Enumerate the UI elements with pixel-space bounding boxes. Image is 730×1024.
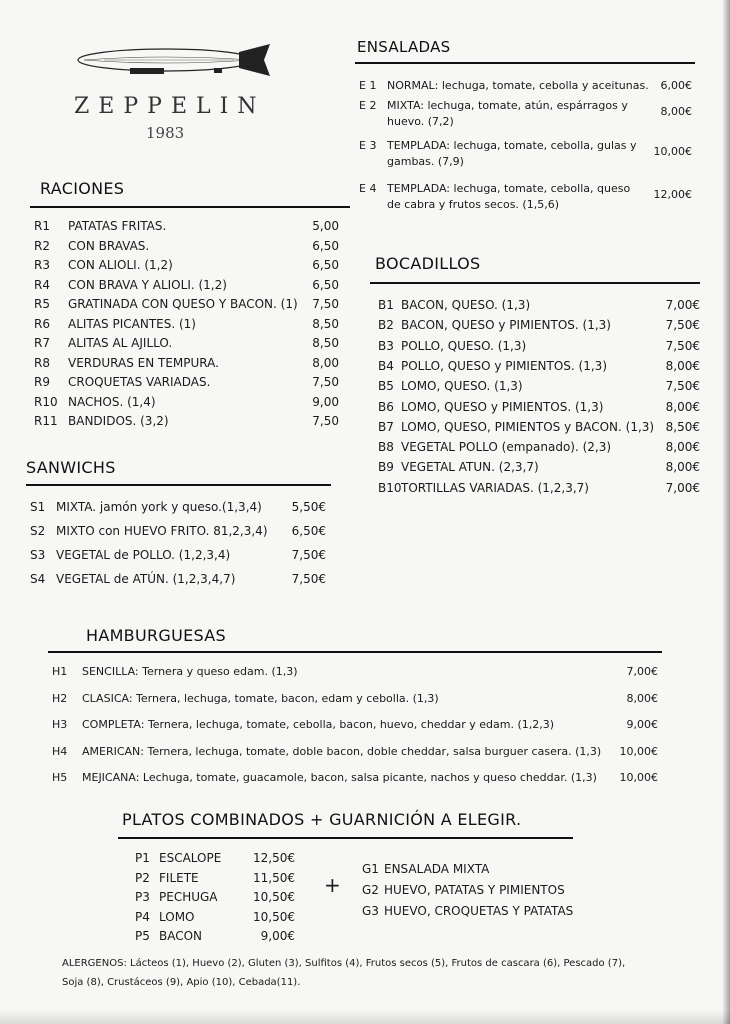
item-code: B8 (378, 440, 394, 455)
guarnicion-row (362, 904, 592, 920)
hamburguesa-row (52, 665, 658, 681)
racion-row (34, 375, 339, 391)
item-name: POLLO, QUESO. (1,3) (401, 338, 527, 353)
item-price: 8,00€ (660, 105, 692, 118)
item-name: NACHOS. (1,4) (68, 394, 156, 409)
item-name: CROQUETAS VARIADAS. (68, 375, 211, 389)
item-price: 7,00€ (665, 480, 700, 495)
ensalada-row (359, 182, 692, 216)
item-name: VERDURAS EN TEMPURA. (68, 355, 219, 370)
item-name: POLLO, QUESO y PIMIENTOS. (1,3) (401, 358, 607, 373)
item-name: GRATINADA CON QUESO Y BACON. (1) (68, 297, 298, 311)
hamburguesas-title: HAMBURGUESAS (86, 626, 226, 645)
item-price: 5,50€ (291, 500, 326, 514)
item-description-line1: TEMPLADA: lechuga, tomate, cebolla, gulas y (387, 139, 637, 152)
item-price: 7,50 (312, 414, 339, 428)
item-price: 7,50 (312, 375, 339, 389)
item-name: CLASICA: Ternera, lechuga, tomate, bacon, edam y cebolla. (1,3) (82, 691, 439, 705)
item-price: 7,50€ (291, 572, 326, 586)
item-code: B10 (378, 480, 402, 495)
racion-row (34, 297, 339, 313)
raciones-title: RACIONES (40, 179, 125, 198)
sanwichs-title: SANWICHS (26, 458, 116, 477)
item-code: B2 (378, 318, 394, 333)
item-name: HUEVO, PATATAS Y PIMIENTOS (384, 883, 565, 897)
item-name: BANDIDOS. (3,2) (68, 414, 169, 428)
item-code: R10 (34, 394, 58, 409)
item-price: 6,00€ (660, 79, 692, 92)
item-price: 7,50€ (665, 338, 700, 353)
item-name: VEGETAL POLLO (empanado). (2,3) (401, 440, 612, 455)
plato-row (135, 871, 295, 887)
item-code: R11 (34, 414, 58, 428)
item-price: 8,50€ (665, 419, 700, 434)
item-price: 12,00€ (653, 188, 692, 201)
item-name: ALITAS AL AJILLO. (68, 336, 173, 350)
item-code: R2 (34, 238, 50, 253)
item-code: B5 (378, 379, 394, 394)
item-code: H5 (52, 771, 68, 784)
item-price: 8,00€ (665, 460, 700, 475)
item-code: G3 (362, 904, 379, 918)
item-code: S1 (30, 500, 46, 514)
racion-row (34, 414, 339, 430)
plato-row (135, 929, 295, 945)
racion-row (34, 317, 339, 333)
item-name: SENCILLA: Ternera y queso edam. (1,3) (82, 665, 298, 678)
item-description-line1: MIXTA: lechuga, tomate, atún, espárragos y (387, 99, 628, 112)
item-price: 8,00€ (665, 358, 700, 373)
item-price: 7,50€ (665, 379, 700, 394)
bocadillo-row (378, 460, 700, 476)
item-description-line1: TEMPLADA: lechuga, tomate, cebolla, queso (387, 182, 631, 195)
item-name: AMERICAN: Ternera, lechuga, tomate, doble bacon, doble cheddar, salsa burguer casera. (1,3) (82, 744, 602, 758)
platos-rule (118, 837, 573, 839)
item-name: LOMO, QUESO. (1,3) (401, 379, 523, 394)
zeppelin-airship-icon (74, 38, 274, 83)
hamburguesa-row (52, 771, 658, 787)
item-name: BACON, QUESO y PIMIENTOS. (1,3) (401, 318, 611, 333)
hamburguesa-row (52, 692, 658, 708)
item-name: ALITAS PICANTES. (1) (68, 316, 196, 331)
item-code: E 3 (359, 139, 377, 152)
item-name: MEJICANA: Lechuga, tomate, guacamole, bacon, salsa picante, nachos y queso cheddar. (1,3) (82, 771, 597, 784)
item-code: S4 (30, 572, 46, 586)
item-name: VEGETAL de ATÚN. (1,2,3,4,7) (56, 572, 236, 586)
item-code: H2 (52, 691, 68, 705)
item-price: 7,50€ (665, 318, 700, 333)
item-code: B4 (378, 358, 394, 373)
racion-row (34, 336, 339, 352)
item-code: P4 (135, 909, 150, 924)
racion-row (34, 258, 339, 274)
item-price: 7,00€ (665, 298, 700, 312)
item-price: 10,00€ (619, 771, 658, 784)
item-code: R1 (34, 219, 50, 233)
hamburguesas-rule (48, 651, 662, 653)
bocadillo-row (378, 420, 700, 436)
item-price: 6,50 (312, 238, 339, 253)
item-price: 9,00€ (260, 929, 295, 943)
item-name: BACON, QUESO. (1,3) (401, 298, 531, 312)
item-code: P3 (135, 890, 150, 904)
plato-row (135, 851, 295, 867)
item-name: BACON (159, 929, 203, 943)
item-price: 9,00€ (626, 718, 658, 731)
item-price: 10,50€ (253, 909, 295, 924)
item-name: HUEVO, CROQUETAS Y PATATAS (384, 904, 574, 918)
racion-row (34, 395, 339, 411)
page-bottom-shadow (0, 1010, 730, 1024)
plus-sign: + (324, 873, 341, 897)
guarnicion-row (362, 862, 592, 878)
item-code: P1 (135, 851, 150, 865)
sanwich-row (30, 524, 326, 540)
item-price: 8,00€ (626, 691, 658, 705)
item-code: S2 (30, 524, 46, 538)
bocadillo-row (378, 318, 700, 334)
item-code: P2 (135, 870, 150, 885)
item-name: FILETE (159, 870, 199, 885)
item-code: P5 (135, 929, 150, 943)
zeppelin-logo (74, 38, 274, 148)
item-description-line2: huevo. (7,2) (387, 115, 454, 128)
logo-year: 1983 (146, 124, 185, 142)
item-name: LOMO, QUESO y PIMIENTOS. (1,3) (401, 399, 604, 414)
platos-title: PLATOS COMBINADOS + GUARNICIÓN A ELEGIR. (122, 810, 522, 829)
item-price: 11,50€ (253, 870, 295, 885)
alergenos-line1: ALERGENOS: Lácteos (1), Huevo (2), Gluten (3), Sulfitos (4), Frutos secos (5), Frutos de cascara (6), Pescado (7), (62, 958, 626, 969)
item-code: B1 (378, 298, 394, 312)
item-code: R5 (34, 297, 50, 311)
item-code: E 2 (359, 99, 377, 112)
item-name: ENSALADA MIXTA (384, 862, 490, 876)
item-name: PATATAS FRITAS. (68, 219, 167, 233)
bocadillo-row (378, 379, 700, 395)
item-name: CON BRAVA Y ALIOLI. (1,2) (68, 277, 227, 292)
item-code: B7 (378, 419, 394, 434)
item-description-line1: NORMAL: lechuga, tomate, cebolla y aceitunas. (387, 79, 649, 92)
item-price: 7,00€ (626, 665, 658, 678)
item-name: CON ALIOLI. (1,2) (68, 258, 173, 272)
item-price: 10,00€ (653, 145, 692, 158)
item-code: R3 (34, 258, 50, 272)
item-code: S3 (30, 548, 46, 562)
ensalada-row (359, 139, 692, 173)
item-code: R4 (34, 277, 50, 292)
bocadillos-rule (370, 282, 700, 284)
item-name: MIXTO con HUEVO FRITO. 81,2,3,4) (56, 524, 268, 538)
item-price: 12,50€ (253, 851, 295, 865)
item-name: ESCALOPE (159, 851, 222, 865)
guarnicion-row (362, 883, 592, 899)
item-name: CON BRAVAS. (68, 238, 150, 253)
item-code: R6 (34, 316, 50, 331)
plato-row (135, 890, 295, 906)
sanwichs-rule (26, 484, 331, 486)
item-code: H1 (52, 665, 68, 678)
bocadillo-row (378, 440, 700, 456)
item-price: 8,00 (312, 355, 339, 370)
bocadillo-row (378, 339, 700, 355)
item-price: 10,00€ (619, 744, 658, 758)
item-name: LOMO (159, 909, 195, 924)
item-code: R9 (34, 375, 50, 389)
hamburguesa-row (52, 718, 658, 734)
item-code: E 4 (359, 182, 377, 195)
item-price: 9,00 (312, 394, 339, 409)
bocadillo-row (378, 400, 700, 416)
item-description-line2: gambas. (7,9) (387, 155, 464, 168)
sanwich-row (30, 500, 326, 516)
item-name: LOMO, QUESO, PIMIENTOS y BACON. (1,3) (401, 419, 655, 434)
racion-row (34, 278, 339, 294)
item-code: B9 (378, 460, 394, 475)
ensaladas-title: ENSALADAS (357, 38, 451, 56)
item-name: PECHUGA (159, 890, 218, 904)
item-price: 7,50 (312, 297, 339, 311)
alergenos-line2: Soja (8), Crustáceos (9), Apio (10), Cebada(11). (62, 977, 301, 988)
ensalada-row (359, 99, 692, 133)
item-price: 8,00€ (665, 440, 700, 455)
item-name: TORTILLAS VARIADAS. (1,2,3,7) (401, 480, 589, 495)
item-price: 6,50 (312, 258, 339, 272)
item-price: 6,50 (312, 277, 339, 292)
plato-row (135, 910, 295, 926)
item-name: MIXTA. jamón york y queso.(1,3,4) (56, 500, 262, 514)
item-price: 8,00€ (665, 399, 700, 414)
ensaladas-rule (355, 62, 695, 64)
racion-row (34, 239, 339, 255)
page-edge-shadow (722, 0, 730, 1024)
item-name: VEGETAL de POLLO. (1,2,3,4) (56, 548, 231, 562)
hamburguesa-row (52, 745, 658, 761)
item-price: 6,50€ (291, 524, 326, 538)
item-price: 10,50€ (253, 890, 295, 904)
racion-row (34, 219, 339, 235)
bocadillo-row (378, 298, 700, 314)
item-name: VEGETAL ATUN. (2,3,7) (401, 460, 539, 475)
bocadillos-title: BOCADILLOS (375, 254, 481, 273)
sanwich-row (30, 548, 326, 564)
item-price: 8,50 (312, 316, 339, 331)
item-code: R7 (34, 336, 50, 350)
item-code: G2 (362, 883, 379, 897)
item-code: E 1 (359, 79, 377, 92)
logo-name: ZEPPELIN (74, 94, 266, 119)
bocadillo-row (378, 359, 700, 375)
item-price: 5,00 (312, 219, 339, 233)
item-code: H3 (52, 718, 68, 731)
bocadillo-row (378, 481, 700, 497)
raciones-rule (30, 206, 350, 208)
item-description-line2: de cabra y frutos secos. (1,5,6) (387, 198, 559, 211)
item-code: B3 (378, 338, 394, 353)
item-price: 7,50€ (291, 548, 326, 562)
item-price: 8,50 (312, 336, 339, 350)
item-name: COMPLETA: Ternera, lechuga, tomate, cebolla, bacon, huevo, cheddar y edam. (1,2,3) (82, 718, 555, 731)
item-code: R8 (34, 355, 50, 370)
item-code: G1 (362, 862, 379, 876)
item-code: B6 (378, 399, 394, 414)
racion-row (34, 356, 339, 372)
sanwich-row (30, 572, 326, 588)
item-code: H4 (52, 744, 68, 758)
